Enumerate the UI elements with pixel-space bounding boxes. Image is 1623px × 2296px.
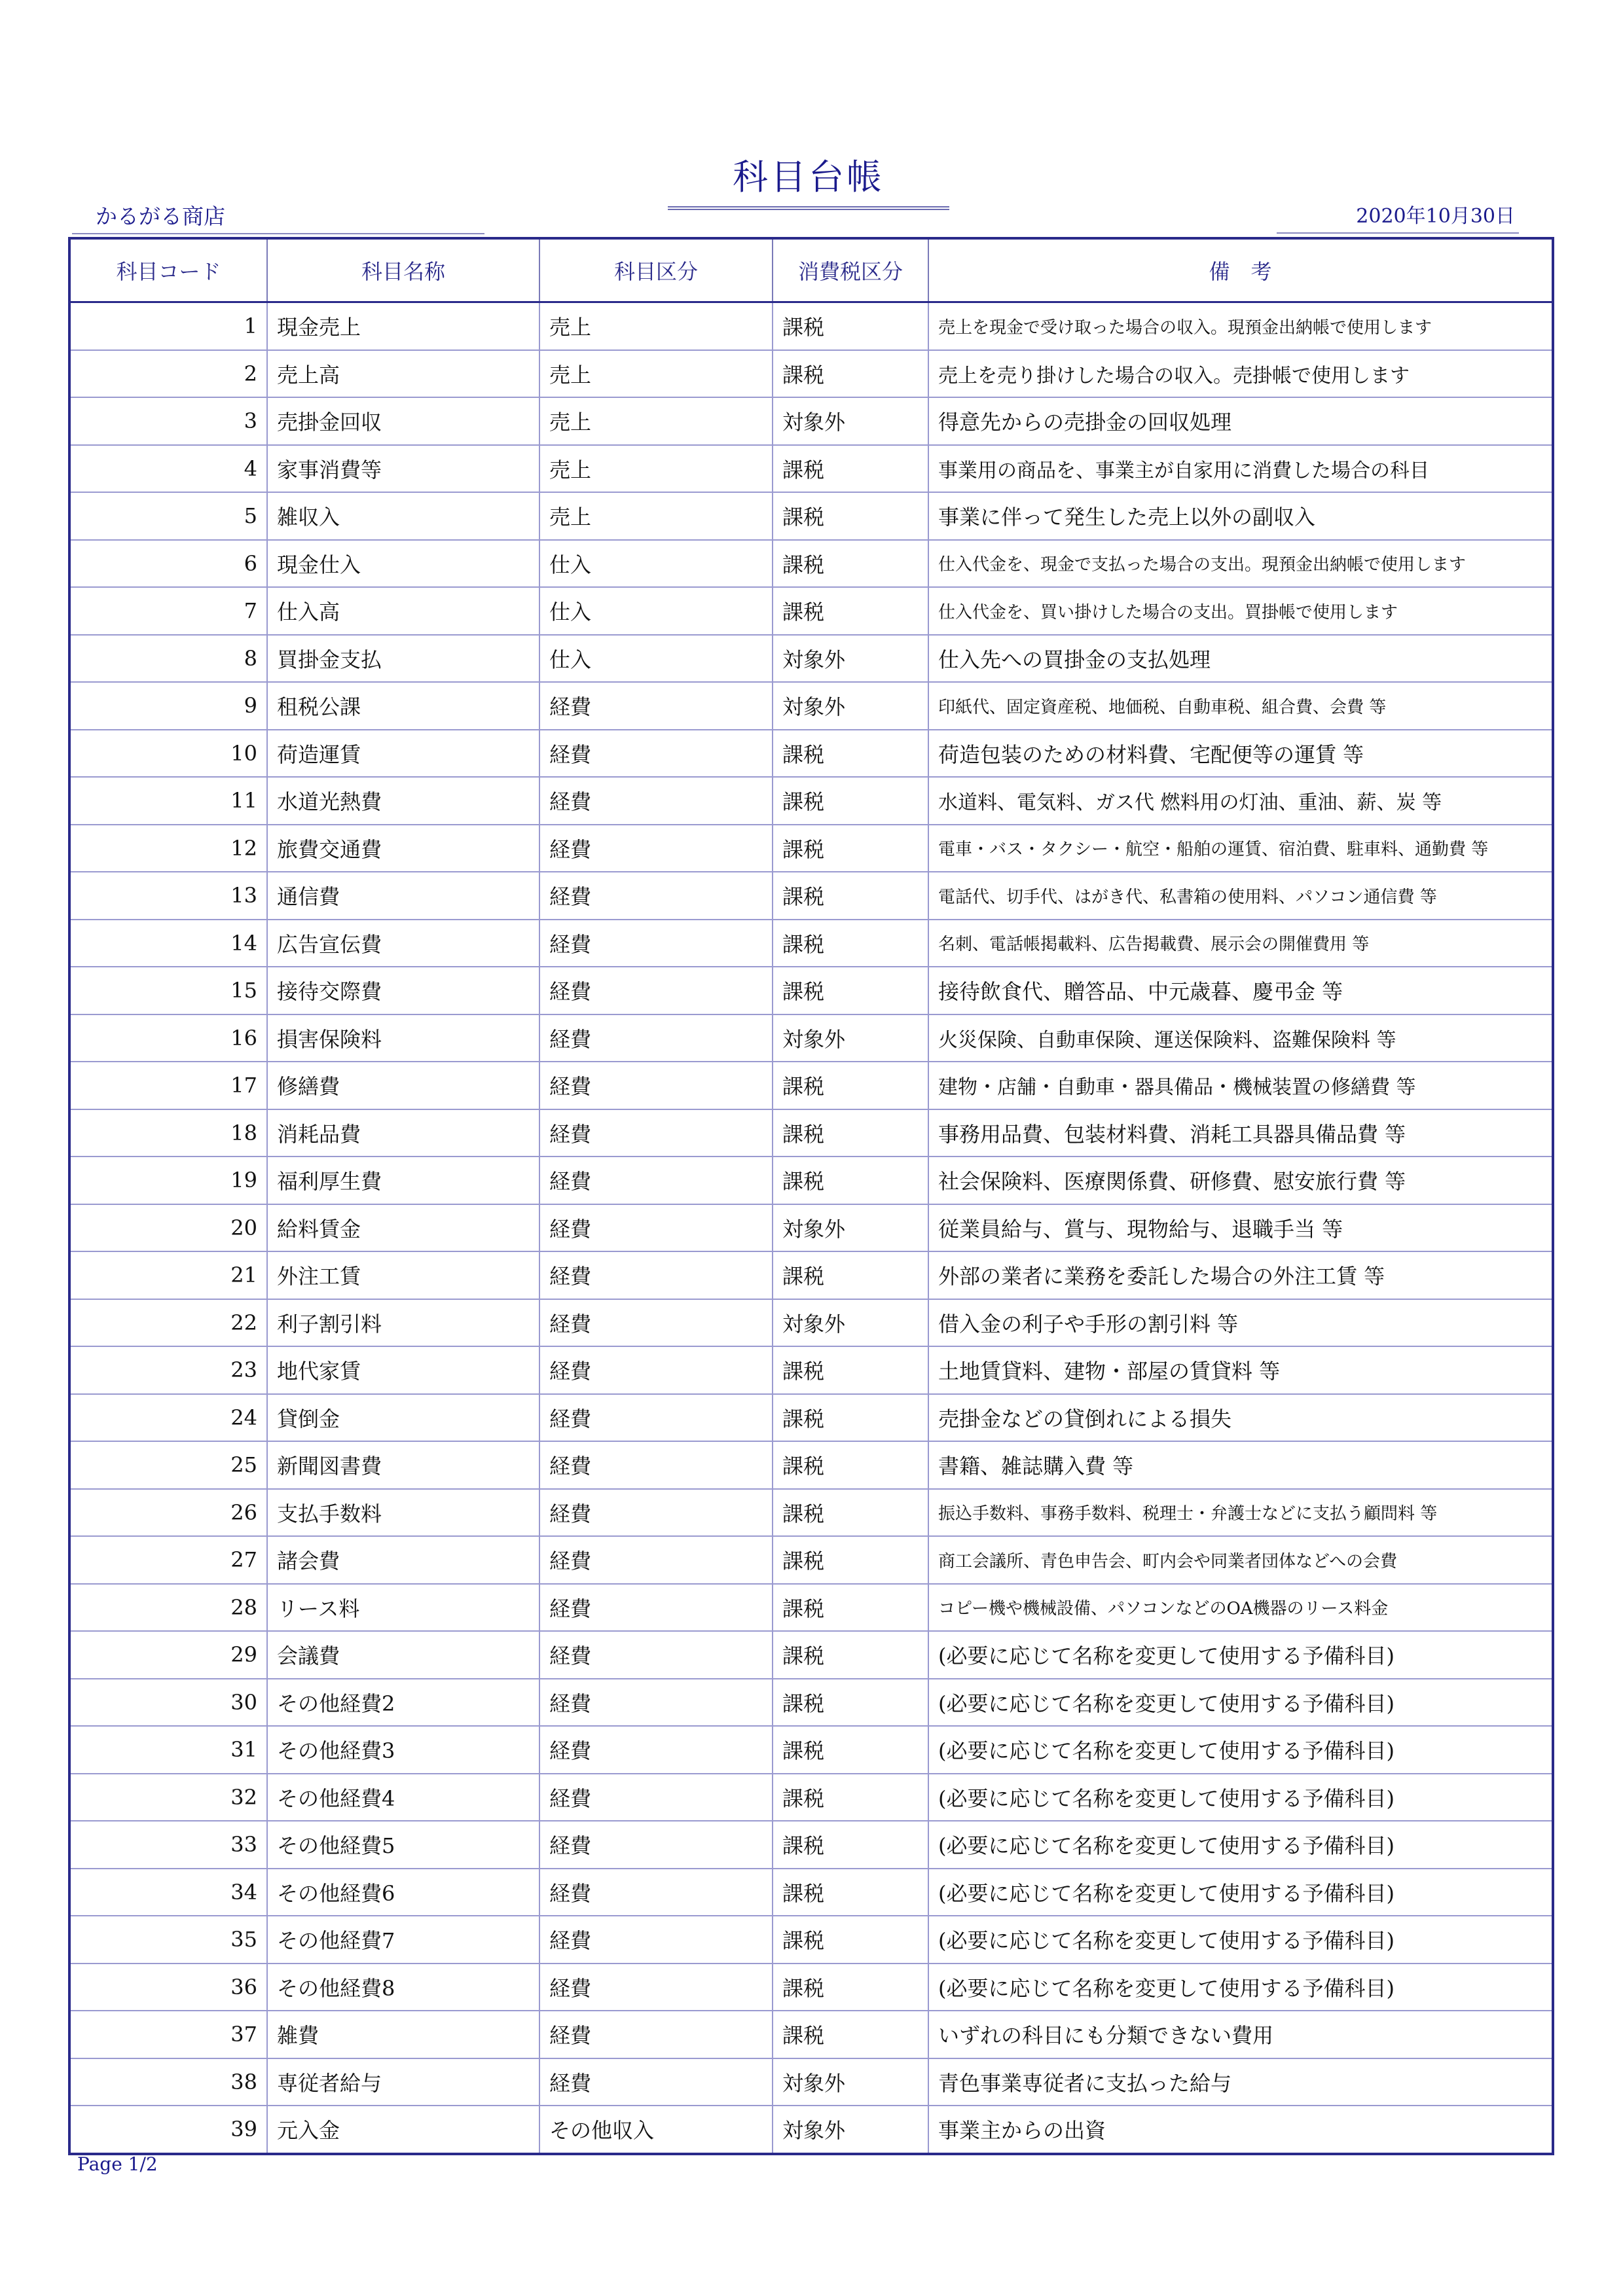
cell-note: 接待飲食代、贈答品、中元歳暮、慶弔金 等 bbox=[928, 967, 1553, 1014]
cell-tax: 課税 bbox=[773, 2011, 928, 2058]
cell-code: 22 bbox=[69, 1299, 267, 1347]
cell-note: 従業員給与、賞与、現物給与、退職手当 等 bbox=[928, 1204, 1553, 1252]
cell-note: (必要に応じて名称を変更して使用する予備科目) bbox=[928, 1869, 1553, 1916]
table-header bbox=[69, 238, 1553, 302]
cell-tax: 対象外 bbox=[773, 2058, 928, 2106]
cell-name: 支払手数料 bbox=[267, 1489, 539, 1537]
cell-name: 租税公課 bbox=[267, 682, 539, 730]
cell-category: 経費 bbox=[539, 1536, 773, 1584]
cell-note: 事業主からの出資 bbox=[928, 2106, 1553, 2154]
cell-tax: 課税 bbox=[773, 920, 928, 967]
cell-note: (必要に応じて名称を変更して使用する予備科目) bbox=[928, 1821, 1553, 1869]
cell-code: 6 bbox=[69, 540, 267, 588]
cell-tax: 課税 bbox=[773, 1489, 928, 1537]
cell-tax: 課税 bbox=[773, 1251, 928, 1299]
cell-category: 仕入 bbox=[539, 540, 773, 588]
table-row bbox=[69, 1631, 1553, 1679]
table-row bbox=[69, 1346, 1553, 1394]
cell-category: 経費 bbox=[539, 1679, 773, 1727]
cell-code: 3 bbox=[69, 397, 267, 445]
cell-note: 振込手数料、事務手数料、税理士・弁護士などに支払う顧問料 等 bbox=[928, 1489, 1553, 1537]
cell-code: 29 bbox=[69, 1631, 267, 1679]
cell-code: 26 bbox=[69, 1489, 267, 1537]
cell-name: 水道光熱費 bbox=[267, 777, 539, 825]
cell-tax: 課税 bbox=[773, 302, 928, 350]
cell-category: 経費 bbox=[539, 1821, 773, 1869]
cell-tax: 対象外 bbox=[773, 1204, 928, 1252]
header-tax: 消費税区分 bbox=[773, 238, 928, 302]
cell-tax: 対象外 bbox=[773, 635, 928, 683]
cell-category: 経費 bbox=[539, 1489, 773, 1537]
table-row bbox=[69, 302, 1553, 350]
cell-name: 会議費 bbox=[267, 1631, 539, 1679]
cell-category: 経費 bbox=[539, 920, 773, 967]
cell-tax: 課税 bbox=[773, 1536, 928, 1584]
cell-tax: 課税 bbox=[773, 1916, 928, 1964]
table-row bbox=[69, 967, 1553, 1014]
table-row bbox=[69, 730, 1553, 778]
cell-note: 電話代、切手代、はがき代、私書箱の使用料、パソコン通信費 等 bbox=[928, 872, 1553, 920]
cell-name: 給料賃金 bbox=[267, 1204, 539, 1252]
cell-tax: 対象外 bbox=[773, 397, 928, 445]
cell-note: 火災保険、自動車保険、運送保険料、盗難保険料 等 bbox=[928, 1014, 1553, 1062]
cell-tax: 課税 bbox=[773, 1157, 928, 1204]
table-row bbox=[69, 635, 1553, 683]
cell-note: 外部の業者に業務を委託した場合の外注工賃 等 bbox=[928, 1251, 1553, 1299]
cell-category: 経費 bbox=[539, 1299, 773, 1347]
cell-category: 経費 bbox=[539, 2011, 773, 2058]
cell-code: 5 bbox=[69, 492, 267, 540]
cell-tax: 課税 bbox=[773, 1441, 928, 1489]
cell-name: 外注工賃 bbox=[267, 1251, 539, 1299]
cell-code: 24 bbox=[69, 1394, 267, 1442]
cell-category: 経費 bbox=[539, 825, 773, 872]
cell-category: 経費 bbox=[539, 1394, 773, 1442]
cell-tax: 課税 bbox=[773, 730, 928, 778]
table-row bbox=[69, 1394, 1553, 1442]
cell-code: 39 bbox=[69, 2106, 267, 2154]
cell-category: その他収入 bbox=[539, 2106, 773, 2154]
header-note: 備 考 bbox=[928, 238, 1553, 302]
cell-category: 経費 bbox=[539, 730, 773, 778]
cell-name: その他経費5 bbox=[267, 1821, 539, 1869]
cell-category: 経費 bbox=[539, 872, 773, 920]
table-row bbox=[69, 492, 1553, 540]
cell-tax: 課税 bbox=[773, 967, 928, 1014]
cell-tax: 対象外 bbox=[773, 1299, 928, 1347]
cell-code: 12 bbox=[69, 825, 267, 872]
cell-category: 経費 bbox=[539, 1441, 773, 1489]
cell-name: その他経費6 bbox=[267, 1869, 539, 1916]
table-row bbox=[69, 1869, 1553, 1916]
cell-category: 経費 bbox=[539, 1916, 773, 1964]
cell-note: 事業に伴って発生した売上以外の副収入 bbox=[928, 492, 1553, 540]
cell-code: 13 bbox=[69, 872, 267, 920]
table-row bbox=[69, 397, 1553, 445]
cell-note: 書籍、雑誌購入費 等 bbox=[928, 1441, 1553, 1489]
cell-name: 諸会費 bbox=[267, 1536, 539, 1584]
cell-code: 2 bbox=[69, 350, 267, 398]
cell-note: (必要に応じて名称を変更して使用する予備科目) bbox=[928, 1679, 1553, 1727]
cell-category: 売上 bbox=[539, 302, 773, 350]
cell-code: 9 bbox=[69, 682, 267, 730]
cell-code: 23 bbox=[69, 1346, 267, 1394]
cell-code: 8 bbox=[69, 635, 267, 683]
cell-tax: 課税 bbox=[773, 1109, 928, 1157]
table-row bbox=[69, 540, 1553, 588]
cell-note: (必要に応じて名称を変更して使用する予備科目) bbox=[928, 1726, 1553, 1774]
cell-name: 旅費交通費 bbox=[267, 825, 539, 872]
cell-name: 新聞図書費 bbox=[267, 1441, 539, 1489]
cell-tax: 課税 bbox=[773, 1584, 928, 1632]
cell-tax: 課税 bbox=[773, 492, 928, 540]
cell-name: その他経費7 bbox=[267, 1916, 539, 1964]
cell-code: 4 bbox=[69, 445, 267, 493]
cell-tax: 課税 bbox=[773, 1726, 928, 1774]
cell-code: 10 bbox=[69, 730, 267, 778]
cell-name: 現金仕入 bbox=[267, 540, 539, 588]
cell-tax: 課税 bbox=[773, 1631, 928, 1679]
cell-note: 電車・バス・タクシー・航空・船舶の運賃、宿泊費、駐車料、通勤費 等 bbox=[928, 825, 1553, 872]
cell-note: 事業用の商品を、事業主が自家用に消費した場合の科目 bbox=[928, 445, 1553, 493]
cell-category: 経費 bbox=[539, 777, 773, 825]
table-row bbox=[69, 1157, 1553, 1204]
header-category: 科目区分 bbox=[539, 238, 773, 302]
cell-category: 経費 bbox=[539, 1869, 773, 1916]
cell-note: 水道料、電気料、ガス代 燃料用の灯油、重油、薪、炭 等 bbox=[928, 777, 1553, 825]
cell-tax: 課税 bbox=[773, 540, 928, 588]
cell-name: 利子割引料 bbox=[267, 1299, 539, 1347]
cell-category: 売上 bbox=[539, 397, 773, 445]
cell-code: 32 bbox=[69, 1774, 267, 1821]
cell-code: 37 bbox=[69, 2011, 267, 2058]
cell-note: 売上を現金で受け取った場合の収入。現預金出納帳で使用します bbox=[928, 302, 1553, 350]
cell-tax: 対象外 bbox=[773, 2106, 928, 2154]
cell-name: 接待交際費 bbox=[267, 967, 539, 1014]
table-row bbox=[69, 1536, 1553, 1584]
cell-code: 28 bbox=[69, 1584, 267, 1632]
cell-tax: 課税 bbox=[773, 872, 928, 920]
table-row bbox=[69, 1062, 1553, 1109]
cell-code: 16 bbox=[69, 1014, 267, 1062]
cell-note: 仕入先への買掛金の支払処理 bbox=[928, 635, 1553, 683]
cell-name: 広告宣伝費 bbox=[267, 920, 539, 967]
table-row bbox=[69, 1489, 1553, 1537]
table-row bbox=[69, 1679, 1553, 1727]
cell-category: 仕入 bbox=[539, 587, 773, 635]
cell-code: 15 bbox=[69, 967, 267, 1014]
cell-tax: 対象外 bbox=[773, 682, 928, 730]
table-body bbox=[69, 302, 1553, 2154]
table-row bbox=[69, 777, 1553, 825]
table-row bbox=[69, 682, 1553, 730]
cell-name: リース料 bbox=[267, 1584, 539, 1632]
table-row bbox=[69, 1204, 1553, 1252]
table-row bbox=[69, 872, 1553, 920]
cell-category: 経費 bbox=[539, 1726, 773, 1774]
cell-code: 18 bbox=[69, 1109, 267, 1157]
cell-name: 貸倒金 bbox=[267, 1394, 539, 1442]
table-row bbox=[69, 1584, 1553, 1632]
cell-name: 雑費 bbox=[267, 2011, 539, 2058]
cell-name: 専従者給与 bbox=[267, 2058, 539, 2106]
cell-code: 21 bbox=[69, 1251, 267, 1299]
cell-category: 売上 bbox=[539, 492, 773, 540]
cell-note: 名刺、電話帳掲載料、広告掲載費、展示会の開催費用 等 bbox=[928, 920, 1553, 967]
cell-code: 30 bbox=[69, 1679, 267, 1727]
cell-note: (必要に応じて名称を変更して使用する予備科目) bbox=[928, 1964, 1553, 2011]
cell-tax: 課税 bbox=[773, 825, 928, 872]
cell-code: 27 bbox=[69, 1536, 267, 1584]
company-name: かるがる商店 bbox=[72, 200, 484, 234]
cell-tax: 課税 bbox=[773, 1964, 928, 2011]
cell-code: 7 bbox=[69, 587, 267, 635]
table-row bbox=[69, 1726, 1553, 1774]
cell-name: 売掛金回収 bbox=[267, 397, 539, 445]
cell-category: 経費 bbox=[539, 1774, 773, 1821]
cell-code: 36 bbox=[69, 1964, 267, 2011]
table-row bbox=[69, 825, 1553, 872]
cell-note: 売上を売り掛けした場合の収入。売掛帳で使用します bbox=[928, 350, 1553, 398]
cell-category: 売上 bbox=[539, 445, 773, 493]
cell-category: 仕入 bbox=[539, 635, 773, 683]
page-number: Page 1/2 bbox=[77, 2153, 158, 2175]
cell-note: 得意先からの売掛金の回収処理 bbox=[928, 397, 1553, 445]
cell-note: (必要に応じて名称を変更して使用する予備科目) bbox=[928, 1631, 1553, 1679]
cell-name: 家事消費等 bbox=[267, 445, 539, 493]
cell-category: 経費 bbox=[539, 1251, 773, 1299]
cell-note: 商工会議所、青色申告会、町内会や同業者団体などへの会費 bbox=[928, 1536, 1553, 1584]
cell-name: 元入金 bbox=[267, 2106, 539, 2154]
cell-note: 荷造包装のための材料費、宅配便等の運賃 等 bbox=[928, 730, 1553, 778]
cell-code: 34 bbox=[69, 1869, 267, 1916]
cell-category: 経費 bbox=[539, 2058, 773, 2106]
cell-category: 経費 bbox=[539, 1964, 773, 2011]
cell-name: 通信費 bbox=[267, 872, 539, 920]
cell-category: 経費 bbox=[539, 682, 773, 730]
table-row bbox=[69, 1251, 1553, 1299]
cell-note: (必要に応じて名称を変更して使用する予備科目) bbox=[928, 1774, 1553, 1821]
table-row bbox=[69, 350, 1553, 398]
cell-note: いずれの科目にも分類できない費用 bbox=[928, 2011, 1553, 2058]
cell-name: 地代家賃 bbox=[267, 1346, 539, 1394]
table-row bbox=[69, 1299, 1553, 1347]
cell-note: 売掛金などの貸倒れによる損失 bbox=[928, 1394, 1553, 1442]
document-date: 2020年10月30日 bbox=[1277, 200, 1519, 234]
table-row bbox=[69, 1964, 1553, 2011]
cell-name: 買掛金支払 bbox=[267, 635, 539, 683]
cell-note: 事務用品費、包装材料費、消耗工具器具備品費 等 bbox=[928, 1109, 1553, 1157]
cell-category: 経費 bbox=[539, 1014, 773, 1062]
cell-name: 現金売上 bbox=[267, 302, 539, 350]
cell-tax: 課税 bbox=[773, 1869, 928, 1916]
cell-code: 31 bbox=[69, 1726, 267, 1774]
table-row bbox=[69, 1109, 1553, 1157]
cell-name: その他経費2 bbox=[267, 1679, 539, 1727]
cell-note: コピー機や機械設備、パソコンなどのOA機器のリース料金 bbox=[928, 1584, 1553, 1632]
cell-tax: 課税 bbox=[773, 1062, 928, 1109]
cell-category: 売上 bbox=[539, 350, 773, 398]
cell-note: (必要に応じて名称を変更して使用する予備科目) bbox=[928, 1916, 1553, 1964]
cell-name: その他経費8 bbox=[267, 1964, 539, 2011]
table-row bbox=[69, 920, 1553, 967]
table-row bbox=[69, 2058, 1553, 2106]
cell-category: 経費 bbox=[539, 1157, 773, 1204]
cell-tax: 課税 bbox=[773, 445, 928, 493]
cell-name: 雑収入 bbox=[267, 492, 539, 540]
cell-code: 25 bbox=[69, 1441, 267, 1489]
cell-note: 土地賃貸料、建物・部屋の賃貸料 等 bbox=[928, 1346, 1553, 1394]
table-row bbox=[69, 2106, 1553, 2154]
cell-name: 福利厚生費 bbox=[267, 1157, 539, 1204]
cell-note: 青色事業専従者に支払った給与 bbox=[928, 2058, 1553, 2106]
cell-category: 経費 bbox=[539, 967, 773, 1014]
cell-name: 損害保険料 bbox=[267, 1014, 539, 1062]
cell-tax: 課税 bbox=[773, 350, 928, 398]
cell-category: 経費 bbox=[539, 1631, 773, 1679]
table-row bbox=[69, 587, 1553, 635]
cell-note: 仕入代金を、買い掛けした場合の支出。買掛帳で使用します bbox=[928, 587, 1553, 635]
cell-category: 経費 bbox=[539, 1346, 773, 1394]
header-name: 科目名称 bbox=[267, 238, 539, 302]
cell-name: その他経費3 bbox=[267, 1726, 539, 1774]
cell-code: 17 bbox=[69, 1062, 267, 1109]
cell-tax: 課税 bbox=[773, 1774, 928, 1821]
cell-tax: 課税 bbox=[773, 1394, 928, 1442]
cell-name: 消耗品費 bbox=[267, 1109, 539, 1157]
cell-name: 仕入高 bbox=[267, 587, 539, 635]
header-row bbox=[69, 238, 1553, 302]
cell-name: 修繕費 bbox=[267, 1062, 539, 1109]
cell-note: 社会保険料、医療関係費、研修費、慰安旅行費 等 bbox=[928, 1157, 1553, 1204]
cell-category: 経費 bbox=[539, 1109, 773, 1157]
cell-note: 仕入代金を、現金で支払った場合の支出。現預金出納帳で使用します bbox=[928, 540, 1553, 588]
cell-code: 35 bbox=[69, 1916, 267, 1964]
cell-note: 印紙代、固定資産税、地価税、自動車税、組合費、会費 等 bbox=[928, 682, 1553, 730]
cell-code: 14 bbox=[69, 920, 267, 967]
header-code: 科目コード bbox=[69, 238, 267, 302]
cell-tax: 対象外 bbox=[773, 1014, 928, 1062]
cell-tax: 課税 bbox=[773, 777, 928, 825]
cell-tax: 課税 bbox=[773, 1821, 928, 1869]
document-title: 科目台帳 bbox=[668, 149, 949, 210]
cell-tax: 課税 bbox=[773, 587, 928, 635]
table-row bbox=[69, 1774, 1553, 1821]
table-row bbox=[69, 1821, 1553, 1869]
cell-code: 38 bbox=[69, 2058, 267, 2106]
cell-note: 建物・店舗・自動車・器具備品・機械装置の修繕費 等 bbox=[928, 1062, 1553, 1109]
cell-code: 11 bbox=[69, 777, 267, 825]
cell-category: 経費 bbox=[539, 1062, 773, 1109]
cell-code: 19 bbox=[69, 1157, 267, 1204]
cell-category: 経費 bbox=[539, 1204, 773, 1252]
account-ledger-table bbox=[68, 237, 1554, 2155]
table-row bbox=[69, 445, 1553, 493]
cell-name: 売上高 bbox=[267, 350, 539, 398]
cell-category: 経費 bbox=[539, 1584, 773, 1632]
cell-note: 借入金の利子や手形の割引料 等 bbox=[928, 1299, 1553, 1347]
table-row bbox=[69, 1441, 1553, 1489]
table-row bbox=[69, 1916, 1553, 1964]
table-row bbox=[69, 1014, 1553, 1062]
table-row bbox=[69, 2011, 1553, 2058]
cell-tax: 課税 bbox=[773, 1346, 928, 1394]
cell-code: 1 bbox=[69, 302, 267, 350]
cell-tax: 課税 bbox=[773, 1679, 928, 1727]
cell-code: 33 bbox=[69, 1821, 267, 1869]
cell-name: その他経費4 bbox=[267, 1774, 539, 1821]
cell-code: 20 bbox=[69, 1204, 267, 1252]
cell-name: 荷造運賃 bbox=[267, 730, 539, 778]
